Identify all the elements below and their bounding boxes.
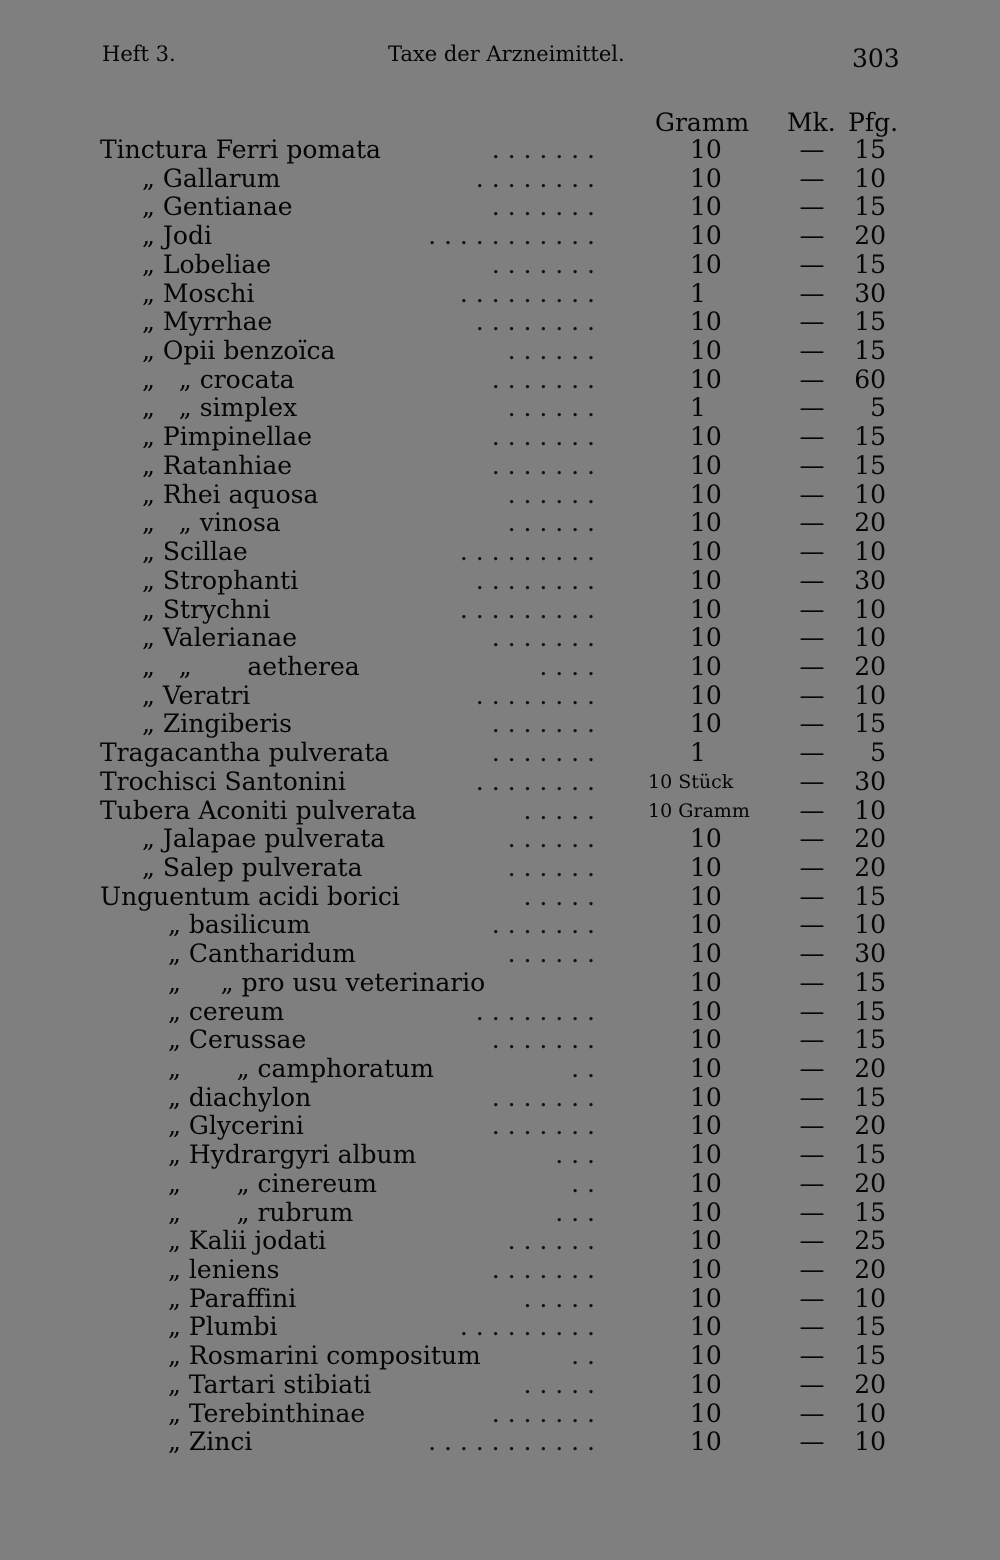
leader-dots: . . . . . . . (491, 623, 595, 653)
leader-dots: . . . . . . (507, 336, 595, 366)
item-name: „ Terebinthinae (168, 1398, 366, 1428)
mark-value: — (799, 967, 825, 997)
table-row (0, 1428, 1000, 1457)
pfennig-value: 15 (854, 881, 886, 911)
table-row (0, 251, 1000, 280)
item-name: „ Moschi (142, 278, 255, 308)
item-name: „ Zingiberis (142, 709, 292, 739)
pfennig-value: 10 (854, 680, 886, 710)
pfennig-value: 10 (854, 1398, 886, 1428)
gramm-value: 10 (690, 537, 722, 567)
table-row (0, 222, 1000, 251)
table-row (0, 596, 1000, 625)
gramm-value: 1 (690, 393, 706, 423)
leader-dots: . . . . . . . (491, 738, 595, 768)
leader-dots: . . . . . . . (491, 910, 595, 940)
table-row (0, 710, 1000, 739)
item-name: „ Strophanti (142, 565, 299, 595)
item-name: „ „ vinosa (142, 508, 281, 538)
gramm-value: 10 (690, 1283, 722, 1313)
item-name: „ Tartari stibiati (168, 1369, 372, 1399)
table-row (0, 165, 1000, 194)
gramm-value: 10 (690, 1369, 722, 1399)
item-name: „ Cerussae (168, 1025, 307, 1055)
pfennig-value: 20 (854, 1111, 886, 1141)
table-row (0, 1227, 1000, 1256)
mark-value: — (799, 1226, 825, 1256)
mark-value: — (799, 1369, 825, 1399)
table-row (0, 1026, 1000, 1055)
item-name: „ basilicum (168, 910, 311, 940)
table-row (0, 854, 1000, 883)
gramm-value: 10 (690, 1111, 722, 1141)
gramm-value: 10 (690, 852, 722, 882)
gramm-value: 10 (690, 508, 722, 538)
pfennig-value: 30 (854, 565, 886, 595)
pfennig-value: 15 (854, 1082, 886, 1112)
table-row (0, 481, 1000, 510)
pfennig-value: 15 (854, 967, 886, 997)
leader-dots: . . . . . . (507, 479, 595, 509)
leader-dots: . . . . . (523, 881, 595, 911)
leader-dots: . . . . . . . (491, 1082, 595, 1112)
table-row (0, 1256, 1000, 1285)
item-name: Tubera Aconiti pulverata (100, 795, 417, 825)
leader-dots: . . . . . (523, 795, 595, 825)
item-name: „ „ aetherea (142, 651, 360, 681)
pfennig-value: 15 (854, 249, 886, 279)
mark-value: — (799, 1197, 825, 1227)
item-name: „ Rosmarini compositum (168, 1341, 481, 1371)
leader-dots: . . (571, 1054, 595, 1083)
table-row (0, 308, 1000, 337)
leader-dots: . . . . . . (507, 1226, 595, 1256)
gramm-value: 1 (690, 738, 706, 768)
item-name: Unguentum acidi borici (100, 881, 400, 911)
gramm-value: 10 (690, 824, 722, 854)
mark-value: — (799, 163, 825, 193)
leader-dots: . . . . . . . . (475, 565, 595, 595)
item-name: „ diachylon (168, 1082, 312, 1112)
table-row (0, 366, 1000, 395)
gramm-value: 10 (690, 1255, 722, 1285)
table-row (0, 682, 1000, 711)
table-row (0, 1400, 1000, 1429)
pfennig-value: 5 (870, 738, 886, 768)
table-row (0, 739, 1000, 768)
leader-dots: . . . . . . (507, 508, 595, 538)
gramm-value: 10 (690, 336, 722, 366)
gramm-value: 10 (690, 249, 722, 279)
gramm-value: 10 (690, 565, 722, 595)
mark-value: — (799, 1111, 825, 1141)
gramm-value: 10 (690, 651, 722, 681)
leader-dots: . . . . . . . . . . . (428, 1427, 595, 1457)
mark-value: — (799, 709, 825, 739)
leader-dots: . . . . . (523, 1283, 595, 1313)
page-number: 303 (852, 44, 900, 73)
mark-value: — (799, 221, 825, 251)
table-row (0, 567, 1000, 596)
item-name: Tinctura Ferri pomata (100, 135, 381, 164)
price-table (0, 136, 1000, 1457)
gramm-value: 10 (690, 939, 722, 969)
pfennig-value: 20 (854, 1369, 886, 1399)
gramm-value: 10 (690, 1398, 722, 1428)
item-name: „ Salep pulverata (142, 852, 363, 882)
gramm-value: 10 (690, 1025, 722, 1055)
mark-value: — (799, 594, 825, 624)
leader-dots: . . . . . . . . . . . (428, 221, 595, 251)
pfennig-value: 15 (854, 336, 886, 366)
table-row (0, 624, 1000, 653)
pfennig-value: 15 (854, 307, 886, 337)
item-name: „ Ratanhiae (142, 450, 293, 480)
gramm-value: 10 (690, 192, 722, 222)
pfennig-value: 10 (854, 163, 886, 193)
mark-value: — (799, 1283, 825, 1313)
item-name: „ „ rubrum (168, 1197, 354, 1227)
gramm-value: 1 (690, 278, 706, 308)
table-row (0, 1084, 1000, 1113)
pfennig-value: 30 (854, 939, 886, 969)
gramm-value: 10 (690, 680, 722, 710)
gramm-value: 10 (690, 594, 722, 624)
item-name: „ „ pro usu veterinario (168, 967, 486, 997)
table-row (0, 969, 1000, 998)
mark-value: — (799, 623, 825, 653)
leader-dots: . . . . . . . . (475, 307, 595, 337)
table-row (0, 394, 1000, 423)
item-name: „ Myrrhae (142, 307, 273, 337)
pfennig-value: 15 (854, 1140, 886, 1170)
running-head-left: Heft 3. (102, 42, 176, 66)
gramm-value: 10 (690, 1197, 722, 1227)
mark-value: — (799, 479, 825, 509)
pfennig-value: 20 (854, 1054, 886, 1083)
table-row (0, 1313, 1000, 1342)
mark-value: — (799, 1255, 825, 1285)
pfennig-value: 5 (870, 393, 886, 423)
mark-value: — (799, 881, 825, 911)
mark-value: — (799, 192, 825, 222)
leader-dots: . . . . . . (507, 824, 595, 854)
item-name: „ Hydrargyri album (168, 1140, 417, 1170)
mark-value: — (799, 910, 825, 940)
leader-dots: . . . . . . . . (475, 996, 595, 1026)
table-row (0, 998, 1000, 1027)
pfennig-value: 20 (854, 1255, 886, 1285)
pfennig-value: 15 (854, 1341, 886, 1371)
gramm-value: 10 (690, 364, 722, 394)
pfennig-value: 15 (854, 996, 886, 1026)
leader-dots: . . . . . . . (491, 450, 595, 480)
mark-value: — (799, 795, 825, 825)
table-row (0, 911, 1000, 940)
mark-value: — (799, 135, 825, 164)
table-row (0, 1112, 1000, 1141)
leader-dots: . . . . . . . . . (459, 537, 595, 567)
leader-dots: . . . . . . . (491, 135, 595, 164)
leader-dots: . . . . . . . . . (459, 278, 595, 308)
leader-dots: . . . . . . . . (475, 680, 595, 710)
item-name: „ Opii benzoïca (142, 336, 336, 366)
item-name: „ Jalapae pulverata (142, 824, 386, 854)
mark-value: — (799, 1054, 825, 1083)
item-name: „ Cantharidum (168, 939, 356, 969)
pfennig-value: 20 (854, 824, 886, 854)
pfennig-value: 10 (854, 479, 886, 509)
mark-value: — (799, 1312, 825, 1342)
mark-value: — (799, 1427, 825, 1457)
table-row (0, 423, 1000, 452)
leader-dots: . . . . . . . . (475, 766, 595, 796)
table-row (0, 797, 1000, 826)
table-row (0, 883, 1000, 912)
pfennig-value: 10 (854, 1427, 886, 1457)
item-name: „ „ simplex (142, 393, 298, 423)
pfennig-value: 10 (854, 623, 886, 653)
gramm-value: 10 (690, 422, 722, 452)
item-name: „ Plumbi (168, 1312, 278, 1342)
leader-dots: . . . . . . (507, 939, 595, 969)
table-row (0, 538, 1000, 567)
leader-dots: . . . . . . . . . (459, 1312, 595, 1342)
mark-value: — (799, 996, 825, 1026)
gramm-value: 10 Stück (648, 770, 734, 793)
gramm-value: 10 (690, 623, 722, 653)
mark-value: — (799, 1168, 825, 1198)
mark-value: — (799, 307, 825, 337)
pfennig-value: 20 (854, 221, 886, 251)
item-name: „ Valerianae (142, 623, 298, 653)
pfennig-value: 20 (854, 508, 886, 538)
mark-value: — (799, 852, 825, 882)
pfennig-value: 10 (854, 910, 886, 940)
leader-dots: . . (571, 1168, 595, 1198)
pfennig-value: 30 (854, 766, 886, 796)
mark-value: — (799, 565, 825, 595)
gramm-value: 10 (690, 1341, 722, 1371)
leader-dots: . . . . . (523, 1369, 595, 1399)
gramm-value: 10 (690, 1082, 722, 1112)
leader-dots: . . . . . . . (491, 422, 595, 452)
item-name: „ Rhei aquosa (142, 479, 319, 509)
gramm-value: 10 (690, 1140, 722, 1170)
leader-dots: . . . (555, 1140, 595, 1170)
leader-dots: . . . . . . . (491, 1255, 595, 1285)
gramm-value: 10 (690, 709, 722, 739)
table-row (0, 825, 1000, 854)
pfennig-value: 15 (854, 1025, 886, 1055)
leader-dots: . . . . . . . (491, 709, 595, 739)
mark-value: — (799, 336, 825, 366)
table-row (0, 768, 1000, 797)
leader-dots: . . . . . . (507, 852, 595, 882)
mark-value: — (799, 738, 825, 768)
mark-value: — (799, 1025, 825, 1055)
table-row (0, 193, 1000, 222)
gramm-value: 10 (690, 1427, 722, 1457)
leader-dots: . . . . . . . . (475, 163, 595, 193)
item-name: „ Scillae (142, 537, 248, 567)
table-row (0, 1371, 1000, 1400)
item-name: „ Lobeliae (142, 249, 272, 279)
gramm-value: 10 Gramm (648, 799, 750, 822)
mark-value: — (799, 939, 825, 969)
leader-dots: . . . . . . . (491, 1398, 595, 1428)
table-row (0, 280, 1000, 309)
item-name: „ Strychni (142, 594, 271, 624)
gramm-value: 10 (690, 1168, 722, 1198)
table-row (0, 509, 1000, 538)
pfennig-value: 15 (854, 135, 886, 164)
pfennig-value: 15 (854, 192, 886, 222)
leader-dots: . . . (555, 1197, 595, 1227)
mark-value: — (799, 393, 825, 423)
column-header-mk: Mk. (787, 108, 836, 137)
table-row (0, 1141, 1000, 1170)
leader-dots: . . . . . . . . . (459, 594, 595, 624)
leader-dots: . . . . (539, 651, 595, 681)
gramm-value: 10 (690, 996, 722, 1026)
item-name: „ Gallarum (142, 163, 281, 193)
mark-value: — (799, 1140, 825, 1170)
mark-value: — (799, 364, 825, 394)
pfennig-value: 25 (854, 1226, 886, 1256)
table-row (0, 653, 1000, 682)
mark-value: — (799, 1341, 825, 1371)
pfennig-value: 15 (854, 422, 886, 452)
mark-value: — (799, 1398, 825, 1428)
leader-dots: . . . . . . . (491, 364, 595, 394)
mark-value: — (799, 278, 825, 308)
mark-value: — (799, 508, 825, 538)
item-name: „ Veratri (142, 680, 251, 710)
item-name: „ Glycerini (168, 1111, 304, 1141)
pfennig-value: 60 (854, 364, 886, 394)
running-head-title: Taxe der Arzneimittel. (388, 42, 625, 66)
item-name: „ „ cinereum (168, 1168, 377, 1198)
mark-value: — (799, 422, 825, 452)
table-row (0, 940, 1000, 969)
pfennig-value: 15 (854, 1197, 886, 1227)
gramm-value: 10 (690, 881, 722, 911)
gramm-value: 10 (690, 135, 722, 164)
leader-dots: . . . . . . (507, 393, 595, 423)
item-name: „ Jodi (142, 221, 212, 251)
pfennig-value: 15 (854, 1312, 886, 1342)
table-row (0, 1170, 1000, 1199)
item-name: „ „ camphoratum (168, 1054, 434, 1083)
leader-dots: . . . . . . . (491, 1111, 595, 1141)
item-name: „ Kalii jodati (168, 1226, 327, 1256)
gramm-value: 10 (690, 307, 722, 337)
table-row (0, 452, 1000, 481)
pfennig-value: 10 (854, 537, 886, 567)
item-name: „ Pimpinellae (142, 422, 313, 452)
item-name: „ leniens (168, 1255, 280, 1285)
mark-value: — (799, 537, 825, 567)
gramm-value: 10 (690, 1226, 722, 1256)
gramm-value: 10 (690, 1054, 722, 1083)
leader-dots: . . (571, 1341, 595, 1371)
table-row (0, 1199, 1000, 1228)
item-name: Trochisci Santonini (100, 766, 346, 796)
mark-value: — (799, 824, 825, 854)
leader-dots: . . . . . . . (491, 249, 595, 279)
gramm-value: 10 (690, 450, 722, 480)
table-row (0, 337, 1000, 366)
pfennig-value: 20 (854, 1168, 886, 1198)
item-name: „ „ crocata (142, 364, 295, 394)
item-name: „ cereum (168, 996, 285, 1026)
leader-dots: . . . . . . . (491, 1025, 595, 1055)
item-name: „ Paraffini (168, 1283, 297, 1313)
item-name: „ Zinci (168, 1427, 253, 1457)
mark-value: — (799, 450, 825, 480)
pfennig-value: 10 (854, 795, 886, 825)
pfennig-value: 30 (854, 278, 886, 308)
gramm-value: 10 (690, 967, 722, 997)
pfennig-value: 20 (854, 651, 886, 681)
gramm-value: 10 (690, 221, 722, 251)
gramm-value: 10 (690, 479, 722, 509)
pfennig-value: 20 (854, 852, 886, 882)
gramm-value: 10 (690, 1312, 722, 1342)
gramm-value: 10 (690, 910, 722, 940)
table-row (0, 136, 1000, 165)
leader-dots: . . . . . . . (491, 192, 595, 222)
item-name: „ Gentianae (142, 192, 293, 222)
item-name: Tragacantha pulverata (100, 738, 390, 768)
table-row (0, 1285, 1000, 1314)
mark-value: — (799, 1082, 825, 1112)
mark-value: — (799, 766, 825, 796)
mark-value: — (799, 249, 825, 279)
pfennig-value: 15 (854, 450, 886, 480)
pfennig-value: 10 (854, 1283, 886, 1313)
pfennig-value: 15 (854, 709, 886, 739)
mark-value: — (799, 680, 825, 710)
mark-value: — (799, 651, 825, 681)
table-row (0, 1342, 1000, 1371)
table-row (0, 1055, 1000, 1084)
gramm-value: 10 (690, 163, 722, 193)
column-header-gramm: Gramm (655, 108, 750, 137)
pfennig-value: 10 (854, 594, 886, 624)
column-header-pfg: Pfg. (848, 108, 899, 137)
